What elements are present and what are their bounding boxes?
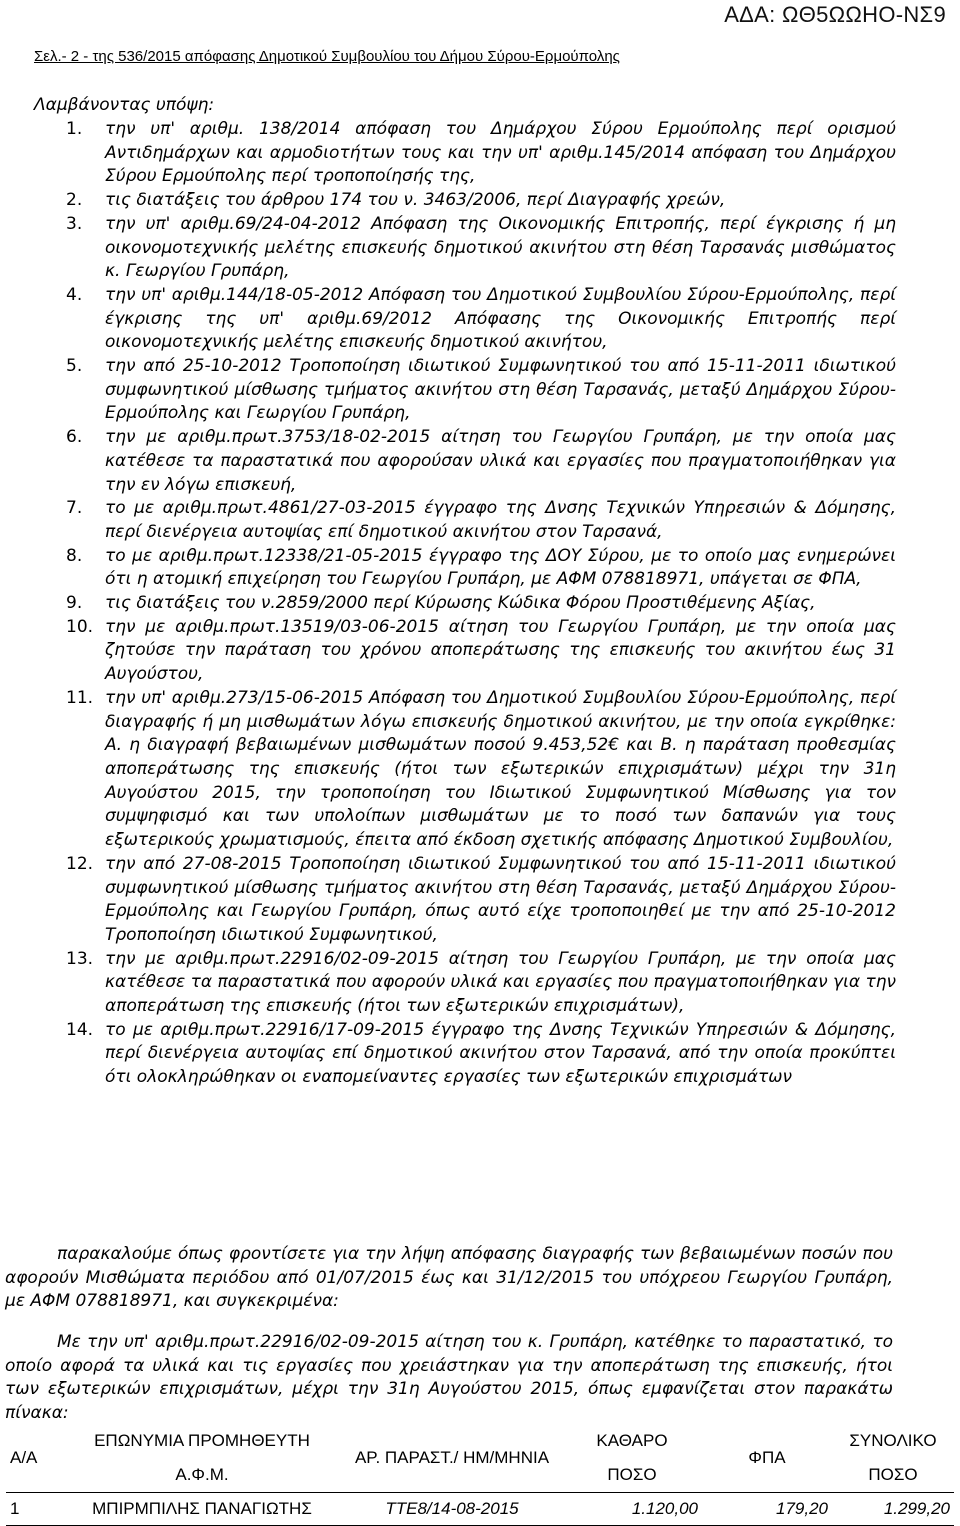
header-aa: Α/Α <box>6 1424 62 1493</box>
list-item <box>66 687 896 853</box>
cell-document: ΤΤΕ8/14-08-2015 <box>342 1493 562 1526</box>
list-item <box>66 545 896 592</box>
list-item <box>66 948 896 1019</box>
header-total-line2: ΠΟΣΟ <box>868 1465 918 1484</box>
ada-code: ΑΔΑ: ΩΘ5ΩΩΗΟ-ΝΣ9 <box>724 2 946 27</box>
header-document: ΑΡ. ΠΑΡΑΣΤ./ ΗΜ/ΜΗΝΙΑ <box>342 1424 562 1493</box>
list-item <box>66 284 896 355</box>
header-supplier-name: ΕΠΩΝΥΜΙΑ ΠΡΟΜΗΘΕΥΤΗ <box>94 1431 310 1450</box>
list-item <box>66 592 896 616</box>
list-item <box>66 426 896 497</box>
item-text: την υπ' αριθμ. 138/2014 απόφαση του Δημάρχου Σύρου Ερμούπολης περί ορισμού Αντιδημάρχων και αρμοδιοτήτων τους και την υπ' αριθμ.145/2014 απόφαση του Δημάρχου Σύρου Ερμούπολης περί τροποποίησής της, <box>105 119 896 187</box>
page-header: Σελ.- 2 - της 536/2015 απόφασης Δημοτικού Συμβουλίου του Δήμου Σύρου-Ερμούπολης <box>34 48 620 65</box>
header-supplier <box>62 1424 342 1493</box>
item-text: την υπ' αριθμ.144/18-05-2012 Απόφαση του Δημοτικού Συμβουλίου Σύρου-Ερμούπολης, περί έγκρισης της υπ' αριθμ.69/2012 Απόφασης της Οικονομικής Επιτροπής περί οικονομοτεχνικής μελέτης επισκευής δημοτικού ακινήτου, <box>105 284 896 353</box>
item-number: 6. <box>66 427 83 448</box>
item-text: την από 27-08-2015 Τροποποίηση ιδιωτικού Συμφωνητικού του από 15-11-2011 ιδιωτικού συμφωνητικού μίσθωσης τμήματος ακινήτου στη θέση Ταρσανάς, μεταξύ Δημάρχου Σύρου-Ερμούπολης και Γεωργίου Γρυπάρη, όπως αυτό είχε τροποποιηθεί με την από 25-10-2012 Τροποποίηση ιδιωτικού Συμφωνητικού, <box>105 853 896 945</box>
considerations-list <box>66 118 896 1090</box>
submission-paragraph <box>5 1331 893 1426</box>
item-text: τις διατάξεις του ν.2859/2000 περί Κύρωσης Κώδικα Φόρου Προστιθέμενης Αξίας, <box>105 593 816 614</box>
header-vat: ΦΠΑ <box>702 1424 832 1493</box>
header-supplier-afm: Α.Φ.Μ. <box>175 1465 229 1484</box>
item-text: την με αριθμ.πρωτ.22916/02-09-2015 αίτηση του Γεωργίου Γρυπάρη, με την οποία μας κατέθεσε τα παραστατικά που αφορούν υλικά και εργασίες που πραγματοποιήθηκαν για την αποπεράτωση της επισκευής (ήτοι των εξωτερικών επιχρισμάτων), <box>105 948 896 1017</box>
item-number: 2. <box>66 190 83 211</box>
list-item <box>66 616 896 687</box>
cell-aa: 1 <box>6 1493 62 1526</box>
intro-heading: Λαμβάνοντας υπόψη: <box>34 95 215 115</box>
item-text: την από 25-10-2012 Τροποποίηση ιδιωτικού Συμφωνητικού του από 15-11-2011 ιδιωτικού συμφωνητικού μίσθωσης τμήματος ακινήτου στη θέση Ταρσανάς, μεταξύ Δημάρχου Σύρου-Ερμούπολης και Γεωργίου Γρυπάρη, <box>105 356 896 424</box>
request-text: παρακαλούμε όπως φροντίσετε για την λήψη απόφασης διαγραφής των βεβαιωμένων ποσών που αφορούν Μισθώματα περιόδου από 01/07/2015 έως και 31/12/2015 του υπόχρεου Γεωργίου Γρυπάρη, με ΑΦΜ 078818971, και συγκεκριμένα: <box>5 1244 893 1312</box>
header-total-line1: ΣΥΝΟΛΙΚΟ <box>849 1431 937 1450</box>
header-net <box>562 1424 702 1493</box>
list-item <box>66 189 896 213</box>
list-item <box>66 1019 896 1090</box>
request-paragraph <box>5 1243 893 1314</box>
item-number: 7. <box>66 498 83 519</box>
item-number: 13. <box>66 948 94 969</box>
submission-text: Με την υπ' αριθμ.πρωτ.22916/02-09-2015 αίτηση του κ. Γρυπάρη, κατέθηκε το παραστατικό, το οποίο αφορά τα υλικά και τις εργασίες που χρειάστηκαν για την αποπεράτωση της επισκευής, ήτοι των εξωτερικών επιχρισμάτων, μέχρι την 31η Αυγούστου 2015, όπως εμφανίζεται στον παρακάτω πίνακα: <box>5 1332 893 1424</box>
item-number: 11. <box>66 687 94 708</box>
table-header-row <box>6 1424 954 1493</box>
item-text: τις διατάξεις του άρθρου 174 του ν. 3463/2006, περί Διαγραφής χρεών, <box>105 190 726 211</box>
item-text: την υπ' αριθμ.273/15-06-2015 Απόφαση του Δημοτικού Συμβουλίου Σύρου-Ερμούπολης, περί διαγραφής ή μη μισθωμάτων λόγω επισκευής δημοτικού ακινήτου, με την οποία εγκρίθηκε: Α. η διαγραφή βεβαιωμένων μισθωμάτων ποσού 9.453,52€ και Β. η παράταση προθεσμίας αποπεράτωσης της επισκευής (ήτοι των εξωτερικών επιχρισμάτων) μέχρι την 31η Αυγούστου 2015, την τροποποίηση του Ιδιωτικού Συμφωνητικού Μίσθωσης για τον συμψηφισμό και των υπολοίπων μισθωμάτων με το ποσό των δαπανών για τους εξωτερικούς χρωματισμούς, έπειτα από έκδοση σχετικής απόφασης Δημοτικού Συμβουλίου, <box>105 687 896 851</box>
item-text: την με αριθμ.πρωτ.3753/18-02-2015 αίτηση του Γεωργίου Γρυπάρη, με την οποία μας κατέθεσε τα παραστατικά που αφορούσαν υλικά και εργασίες που πραγματοποιήθηκαν για την εν λόγω επισκευή, <box>105 427 896 495</box>
item-text: την με αριθμ.πρωτ.13519/03-06-2015 αίτηση του Γεωργίου Γρυπάρη, με την οποία μας ζητούσε την παράταση του χρόνου αποπεράτωσης της επισκευής του ακινήτου έως 31 Αυγούστου, <box>105 616 896 685</box>
item-number: 14. <box>66 1019 94 1040</box>
list-item <box>66 853 896 948</box>
list-item <box>66 213 896 284</box>
header-net-line1: ΚΑΘΑΡΟ <box>596 1431 668 1450</box>
expenses-table <box>6 1424 954 1526</box>
item-text: το με αριθμ.πρωτ.4861/27-03-2015 έγγραφο της Δνσης Τεχνικών Υπηρεσιών & Δόμησης, περί διενέργεια αυτοψίας επί δημοτικού ακινήτου στον Ταρσανά, <box>105 498 896 542</box>
cell-supplier: ΜΠΙΡΜΠΙΛΗΣ ΠΑΝΑΓΙΩΤΗΣ <box>62 1493 342 1526</box>
list-item <box>66 355 896 426</box>
item-number: 12. <box>66 853 94 874</box>
list-item <box>66 497 896 544</box>
cell-total: 1.299,20 <box>832 1493 954 1526</box>
item-text: το με αριθμ.πρωτ.22916/17-09-2015 έγγραφο της Δνσης Τεχνικών Υπηρεσιών & Δόμησης, περί διενέργεια αυτοψίας επί δημοτικού ακινήτου στον Ταρσανά, από την οποία προκύπτει ότι ολοκληρώθηκαν οι εναπομείναντες εργασίες των εξωτερικών επιχρισμάτων <box>105 1019 896 1088</box>
header-total <box>832 1424 954 1493</box>
item-text: την υπ' αριθμ.69/24-04-2012 Απόφαση της Οικονομικής Επιτροπής, περί έγκρισης ή μη οικονομοτεχνικής μελέτης επισκευής δημοτικού ακινήτου στη θέση Ταρσανάς μισθώματος κ. Γεωργίου Γρυπάρη, <box>105 213 896 282</box>
list-item <box>66 118 896 189</box>
cell-net: 1.120,00 <box>562 1493 702 1526</box>
item-number: 8. <box>66 545 83 566</box>
item-text: το με αριθμ.πρωτ.12338/21-05-2015 έγγραφο της ΔΟΥ Σύρου, με το οποίο μας ενημερώνει ότι η ατομική επιχείρηση του Γεωργίου Γρυπάρη, με ΑΦΜ 078818971, υπάγεται σε ΦΠΑ, <box>105 545 896 590</box>
item-number: 9. <box>66 593 83 614</box>
cell-vat: 179,20 <box>702 1493 832 1526</box>
item-number: 3. <box>66 213 83 234</box>
item-number: 10. <box>66 616 94 637</box>
item-number: 5. <box>66 356 83 377</box>
table-row <box>6 1493 954 1526</box>
item-number: 4. <box>66 284 83 305</box>
item-number: 1. <box>66 119 83 139</box>
header-net-line2: ΠΟΣΟ <box>607 1465 657 1484</box>
